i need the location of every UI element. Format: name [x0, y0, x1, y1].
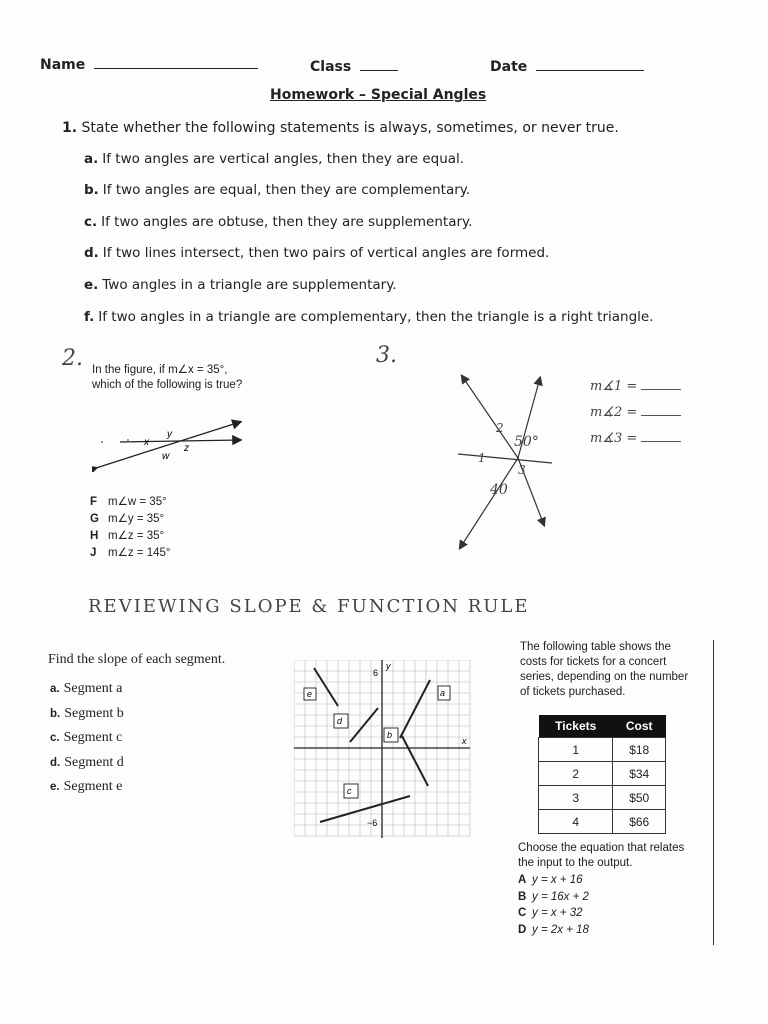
segment-c: [320, 796, 410, 822]
slope-prompt: Find the slope of each segment.: [48, 652, 226, 667]
q2-label-z: z: [184, 443, 189, 454]
choice-c[interactable]: C y = x + 32: [518, 907, 583, 919]
q3-figure: [448, 370, 558, 555]
q2-answers: [90, 494, 171, 562]
axis-label-x: x: [462, 736, 467, 746]
tickets-question: Choose the equation that relates the input to the output.: [518, 842, 685, 869]
slope-items: [50, 677, 124, 800]
class-field[interactable]: [310, 56, 398, 75]
q3-label-1: 1: [478, 451, 486, 465]
table-row: 2 $34: [539, 762, 666, 786]
slope-item-b: b. Segment b: [50, 705, 124, 721]
q2-prompt: In the figure, if m∠x = 35°, which of the following is true?: [92, 364, 243, 391]
q2-answer-j[interactable]: J m∠z = 145°: [90, 547, 171, 559]
table-row: 3 $50: [539, 786, 666, 810]
q2-label-w: w: [162, 451, 170, 462]
q2-figure: [92, 412, 252, 472]
q3-label-40: 40: [490, 482, 508, 498]
q2-number: 2.: [62, 346, 83, 371]
slope-item-c: c. Segment c: [50, 730, 123, 745]
table-header-row: [539, 715, 666, 738]
q1-item-a: a. If two angles are vertical angles, then they are equal.: [84, 151, 465, 167]
page-title: Homework – Special Angles: [270, 87, 487, 103]
date-blank[interactable]: [536, 56, 644, 71]
slope-item-e: e. Segment e: [50, 779, 123, 794]
column-divider: [713, 640, 714, 945]
q2-label-x: x: [144, 437, 149, 448]
slope-item-a: a. Segment a: [50, 681, 123, 696]
tick-label-6: 6: [373, 668, 379, 678]
label-b: b: [387, 730, 393, 740]
q3-label-2: 2: [496, 421, 504, 435]
name-blank[interactable]: [94, 54, 258, 69]
q2-answer-h[interactable]: H m∠z = 35°: [90, 530, 165, 542]
q2-label-y: y: [167, 429, 172, 440]
tickets-table: [538, 715, 666, 834]
q3-answers: [590, 374, 681, 452]
table-header-cost: Cost: [613, 715, 666, 738]
slope-graph: [294, 660, 474, 840]
q3-answer-2[interactable]: m∡2 =: [590, 400, 681, 426]
label-a: a: [440, 688, 446, 698]
choice-d[interactable]: D y = 2x + 18: [518, 923, 589, 936]
name-label: Name: [40, 57, 86, 73]
class-label: Class: [310, 59, 352, 75]
q1-item-e: e. Two angles in a triangle are supplementary.: [84, 277, 397, 293]
q3-label-50: 50°: [514, 434, 539, 450]
tickets-intro: The following table shows the costs for tickets for a concert series, depending on the number of tickets purchased.: [520, 641, 689, 698]
q1-item-b: b. If two angles are equal, then they are complementary.: [84, 182, 471, 198]
label-d: d: [337, 716, 343, 726]
date-label: Date: [490, 59, 528, 75]
q1-prompt-text: State whether the following statements is always, sometimes, or never true.: [81, 120, 619, 136]
slope-item-d: d. Segment d: [50, 754, 124, 770]
q3-number: 3.: [376, 343, 397, 368]
q1-prompt: [62, 120, 619, 136]
class-blank[interactable]: [360, 56, 398, 71]
tickets-choices: [518, 872, 589, 938]
table-row: 1 $18: [539, 738, 666, 762]
q2-answer-g[interactable]: G m∠y = 35°: [90, 513, 165, 525]
date-field[interactable]: [490, 56, 644, 75]
q2-answer-f[interactable]: F m∠w = 35°: [90, 496, 167, 508]
label-c: c: [347, 786, 352, 796]
q1-number: 1.: [62, 120, 78, 136]
label-e: e: [307, 689, 313, 699]
q3-answer-3[interactable]: m∡3 =: [590, 426, 681, 452]
choice-b[interactable]: B y = 16x + 2: [518, 890, 589, 903]
q3-answer-1[interactable]: m∡1 =: [590, 374, 681, 400]
tick-label-neg6: −6: [367, 818, 378, 828]
section-heading: REVIEWING SLOPE & FUNCTION RULE: [88, 596, 530, 617]
q1-item-c: c. If two angles are obtuse, then they are supplementary.: [84, 214, 473, 230]
q1-item-d: d. If two lines intersect, then two pairs of vertical angles are formed.: [84, 245, 550, 261]
q3-label-3: 3: [518, 463, 526, 477]
name-field[interactable]: [40, 54, 258, 73]
axis-label-y: y: [386, 661, 391, 671]
segment-e: [314, 668, 338, 706]
q1-item-f: f. If two angles in a triangle are complementary, then the triangle is a right triangle.: [84, 309, 654, 325]
table-row: 4 $66: [539, 810, 666, 834]
table-header-tickets: Tickets: [539, 715, 613, 738]
choice-a[interactable]: A y = x + 16: [518, 874, 583, 886]
